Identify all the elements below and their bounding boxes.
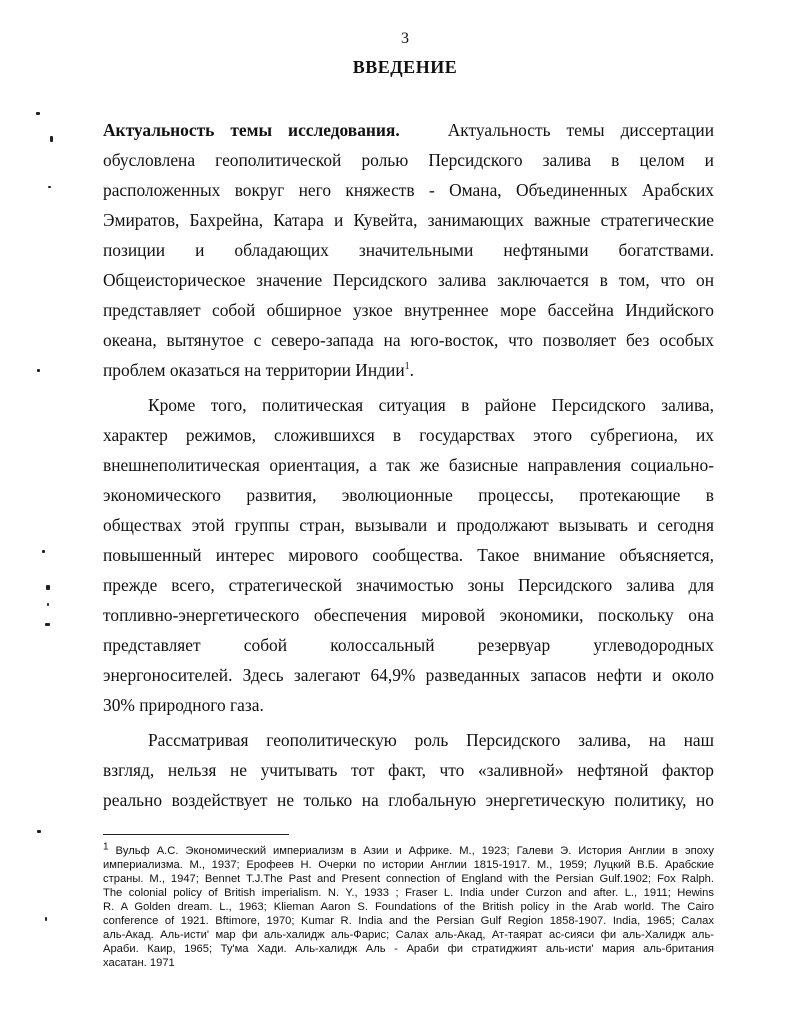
footnote-line: империализма. М., 1937; Ерофеев Н. Очерки по истории Англии 1815-1917. М., 1959; Луцкий В.Б. Арабские bbox=[103, 859, 714, 871]
body-line bbox=[103, 360, 714, 381]
footnote-divider bbox=[103, 834, 289, 835]
section-heading: Актуальность темы исследования. bbox=[103, 120, 400, 140]
scan-mark bbox=[45, 917, 47, 921]
footnote-text: Вульф А.С. Экономический империализм в Азии и Африке. М., 1923; Галеви Э. История Англии в эпоху bbox=[115, 845, 714, 857]
body-line: обусловлена геополитической ролью Персидского залива в целом и bbox=[103, 150, 714, 170]
body-line: экономического развития, эволюционные процессы, протекающие в bbox=[103, 485, 714, 505]
footnote-line: страны. М., 1947; Bennet T.J.The Past and Present connection of England with the Persian Gulf.1902; Fox Ralph. bbox=[103, 873, 714, 885]
body-line: позиции и обладающих значительными нефтяными богатствами. bbox=[103, 240, 714, 260]
scan-mark bbox=[37, 830, 41, 833]
body-line: обществах этой группы стран, вызывали и продолжают вызывать и сегодня bbox=[103, 515, 714, 535]
body-line: взгляд, нельзя не учитывать тот факт, что «заливной» нефтяной фактор bbox=[103, 760, 714, 780]
page-number: 3 bbox=[401, 30, 409, 47]
scan-mark bbox=[42, 550, 45, 553]
body-line: характер режимов, сложившихся в государствах этого субрегиона, их bbox=[103, 425, 714, 445]
footnote-line bbox=[103, 841, 714, 858]
footnote-line: хасатан. 1971 bbox=[103, 957, 175, 969]
footnote-line: The colonial policy of British imperialism. N. Y., 1933 ; Fraser L. India under Curzon and after. L., 1911; Hewins bbox=[103, 887, 714, 899]
footnote-line: аль-Акад. Аль-исти' мар фи аль-халидж аль-Фарис; Салах аль-Акад, Ат-таярат ас-сияси фи аль-Халидж аль- bbox=[103, 929, 714, 941]
scan-mark bbox=[47, 603, 49, 606]
footnote-line: conference of 1921. Bftimore, 1970; Kumar R. India and the Persian Gulf Region 1858-1907. India, 1965; Салах bbox=[103, 915, 714, 927]
scan-mark bbox=[36, 112, 40, 115]
footnote-line: R. A Golden dream. L., 1963; Klieman Aaron S. Foundations of the British policy in the Arab world. The Cairo bbox=[103, 901, 714, 913]
body-line: прежде всего, стратегической значимостью зоны Персидского залива для bbox=[103, 575, 714, 595]
scan-mark bbox=[46, 585, 50, 590]
body-line: Кроме того, политическая ситуация в районе Персидского залива, bbox=[148, 395, 714, 415]
footnote-reference[interactable]: 1 bbox=[404, 361, 410, 373]
body-line: Рассматривая геополитическую роль Персидского залива, на наш bbox=[148, 730, 714, 750]
body-line: 30% природного газа. bbox=[103, 695, 264, 715]
footnote-marker: 1 bbox=[103, 841, 109, 853]
body-line: Эмиратов, Бахрейна, Катара и Кувейта, занимающих важные стратегические bbox=[103, 210, 714, 230]
sentence-period: . bbox=[409, 360, 414, 380]
body-line: энергоносителей. Здесь залегают 64,9% разведанных запасов нефти и около bbox=[103, 665, 714, 685]
scan-mark bbox=[48, 186, 51, 188]
body-line: топливно-энергетического обеспечения мировой экономики, поскольку она bbox=[103, 605, 714, 625]
footnote-line: Араби. Каир, 1965; Ту'ма Хади. Аль-халидж Аль - Араби фи стратиджият аль-исти' мария аль-британия bbox=[103, 943, 714, 955]
scan-mark bbox=[50, 136, 53, 142]
body-text: проблем оказаться на территории Индии bbox=[103, 360, 405, 380]
body-line: представляет собой обширное узкое внутреннее море бассейна Индийского bbox=[103, 300, 714, 320]
scan-mark bbox=[45, 623, 50, 626]
body-line: расположенных вокруг него княжеств - Омана, Объединенных Арабских bbox=[103, 180, 714, 200]
body-text: Актуальность темы диссертации bbox=[447, 120, 715, 140]
scan-mark bbox=[37, 369, 40, 372]
page-title: ВВЕДЕНИЕ bbox=[352, 57, 458, 77]
body-line bbox=[103, 120, 714, 141]
body-line: внешнеполитическая ориентация, а так же базисные направления социально- bbox=[103, 455, 714, 475]
body-line: Общеисторическое значение Персидского залива заключается в том, что он bbox=[103, 270, 714, 290]
body-line: реально воздействует не только на глобальную энергетическую политику, но bbox=[103, 790, 714, 810]
body-line: повышенный интерес мирового сообщества. Такое внимание объясняется, bbox=[103, 545, 714, 565]
body-line: океана, вытянутое с северо-запада на юго-восток, что позволяет без особых bbox=[103, 330, 714, 350]
body-line: представляет собой колоссальный резервуар углеводородных bbox=[103, 635, 714, 655]
